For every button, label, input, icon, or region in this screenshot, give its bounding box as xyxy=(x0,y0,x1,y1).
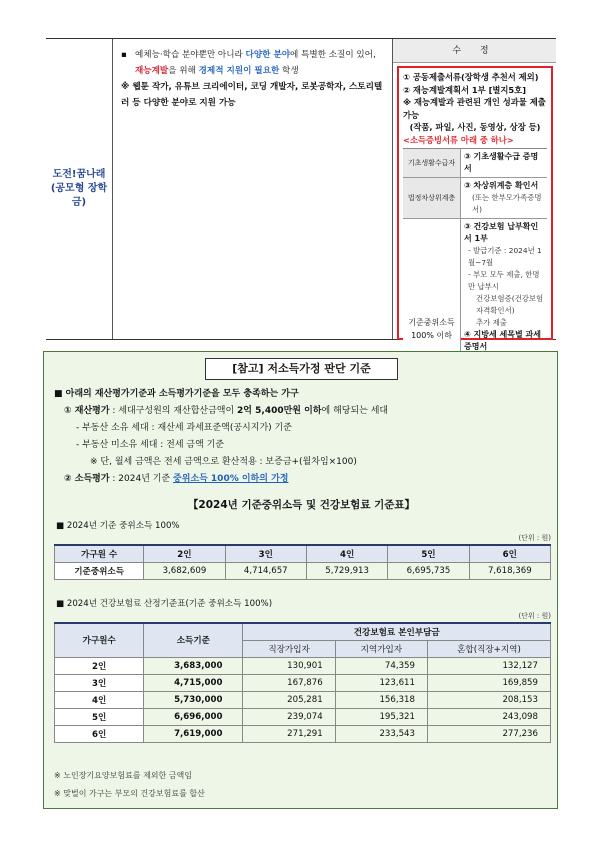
scholarship-table xyxy=(46,38,556,351)
table-row xyxy=(55,691,551,708)
median-income-link: 중위소득 100% 이하의 가정 xyxy=(173,474,289,484)
revision-highlight-box xyxy=(397,66,553,351)
proof-category: 기준중위소득 100% 이하 xyxy=(403,219,461,439)
criteria-sub: - 부동산 소유 세대 : 재산세 과세표준액(공시지가) 기준 xyxy=(76,423,292,433)
reference-box xyxy=(43,351,558,809)
doc-line: ※ 재능계발과 관련된 개인 성과물 제출 가능 xyxy=(403,97,546,120)
table-cell: 7,619,000 xyxy=(144,725,243,742)
eligibility-cell xyxy=(113,39,393,339)
proof-category: 법정차상위계층 xyxy=(403,178,461,218)
table-row xyxy=(55,657,551,674)
eligibility-bullet: ▪ 예체능·학습 분야뿐만 아니라 다양한 분야에 특별한 소질이 있어, 재능계발을 위해 경제적 지원이 필요한 학생 xyxy=(121,47,386,79)
table-cell: 208,153 xyxy=(427,691,550,708)
revision-cell xyxy=(393,39,556,351)
table-row xyxy=(55,674,551,691)
proof-doc: ③ 기초생활수급 증명서 xyxy=(464,152,539,173)
table-cell: 195,321 xyxy=(335,708,427,725)
table-cell: 3,683,000 xyxy=(144,657,243,674)
proof-row xyxy=(403,178,547,219)
table-cell: 239,074 xyxy=(243,708,335,725)
table2-caption: ■ 2024년 건강보험료 산정기준표(기준 중위소득 100%) xyxy=(56,599,273,609)
table-cell: 169,859 xyxy=(427,674,550,691)
table-row xyxy=(55,725,551,742)
table-cell: 6인 xyxy=(55,725,144,742)
doc-line: (작품, 파일, 사진, 동영상, 상장 등) xyxy=(409,122,541,132)
criteria-property: ① 재산평가 : 세대구성원의 재산합산금액이 2억 5,400만원 이하에 해당되는 세대 xyxy=(64,406,389,416)
table-cell: 4인 xyxy=(55,691,144,708)
proof-doc-alt: (또는 한부모가족증명서) xyxy=(472,193,542,214)
income-proof-note: <소득증빙서류 아래 중 하나> xyxy=(403,134,514,145)
proof-doc: ③ 차상위계층 확인서 xyxy=(464,181,539,190)
median-income-table xyxy=(54,544,551,580)
criteria-income: ② 소득평가 : 2024년 기준 중위소득 100% 이하의 가정 xyxy=(64,474,289,484)
program-type: (공모형 장학금) xyxy=(50,183,108,208)
tables-title: 【2024년 기준중위소득 및 건강보험료 기준표】 xyxy=(187,499,416,511)
proof-row xyxy=(403,149,547,178)
proof-doc-line: 추가 제출 xyxy=(476,318,507,327)
table-cell: 123,611 xyxy=(335,674,427,691)
table-cell: 130,901 xyxy=(243,657,335,674)
program-name: 도전!꿈나래 xyxy=(52,169,106,180)
reference-title: [참고] 저소득가정 판단 기준 xyxy=(205,358,398,380)
revision-header: 수 정 xyxy=(393,39,556,63)
proof-doc-line: - 부모 모두 제출, 한명만 납부시 xyxy=(468,270,540,291)
proof-doc-line: 건강보험증(건강보험자격확인서) xyxy=(476,294,544,315)
criteria-sub: - 부동산 미소유 세대 : 전세 금액 기준 xyxy=(76,440,225,450)
table-cell: 5인 xyxy=(55,708,144,725)
proof-doc-line: ③ 건강보험 납부확인서 1부 xyxy=(464,222,539,243)
table-cell: 6,696,000 xyxy=(144,708,243,725)
table-cell: 3인 xyxy=(55,674,144,691)
program-name-cell xyxy=(46,39,113,339)
table-cell: 74,359 xyxy=(335,657,427,674)
table-cell: 243,098 xyxy=(427,708,550,725)
table-cell: 167,876 xyxy=(243,674,335,691)
doc-line: ① 공동제출서류(장학생 추천서 제외) xyxy=(403,72,539,82)
footnote: ※ 노인장기요양보험료를 제외한 금액임 xyxy=(54,771,192,780)
table-cell: 233,543 xyxy=(335,725,427,742)
table-cell: 271,291 xyxy=(243,725,335,742)
table-cell: 205,281 xyxy=(243,691,335,708)
reference-body xyxy=(54,386,550,488)
table-row xyxy=(55,708,551,725)
proof-doc-line: ④ 지방세 세목별 과세증명서 xyxy=(464,330,541,351)
table-subheader-row: 직장가입자 지역가입자 혼합(직장+지역) xyxy=(55,640,551,657)
proof-category: 기초생활수급자 xyxy=(403,149,461,177)
table-cell: 4,715,000 xyxy=(144,674,243,691)
table-cell: 2인 xyxy=(55,657,144,674)
health-insurance-table xyxy=(54,622,551,743)
table-cell: 132,127 xyxy=(427,657,550,674)
table-header-row: 가구원 수 2인 3인 4인 5인 6인 xyxy=(55,545,551,562)
doc-line: ② 재능계발계획서 1부 [별지5호] xyxy=(403,84,526,95)
criteria-heading: ■ 아래의 재산평가기준과 소득평가기준을 모두 충족하는 가구 xyxy=(54,389,299,399)
criteria-note: ※ 단, 월세 금액은 전세 금액으로 환산적용 : 보증금+(월차임×100) xyxy=(90,457,357,467)
footnote: ※ 맞벌이 가구는 부모의 건강보험료를 합산 xyxy=(54,789,205,798)
square-bullet-icon: ▪ xyxy=(121,50,127,60)
table1-caption: ■ 2024년 기준 중위소득 100% xyxy=(56,521,180,531)
eligibility-note: ※ 웹툰 작가, 유튜브 크리에이터, 코딩 개발자, 로봇공학자, 스토리텔러 등 다양한 분야로 지원 가능 xyxy=(121,82,383,108)
table-cell: 277,236 xyxy=(427,725,550,742)
table-header-row: 가구원수 소득기준 건강보험료 본인부담금 xyxy=(55,623,551,640)
table-row: 기준중위소득 3,682,609 4,714,657 5,729,913 6,695,735 7,618,369 xyxy=(55,562,551,579)
table-cell: 156,318 xyxy=(335,691,427,708)
table1-unit: (단위 : 원) xyxy=(518,534,551,542)
proof-doc-line: - 발급기준 : 2024년 1월~7월 xyxy=(468,246,542,267)
table2-unit: (단위 : 원) xyxy=(518,612,551,620)
table-cell: 5,730,000 xyxy=(144,691,243,708)
